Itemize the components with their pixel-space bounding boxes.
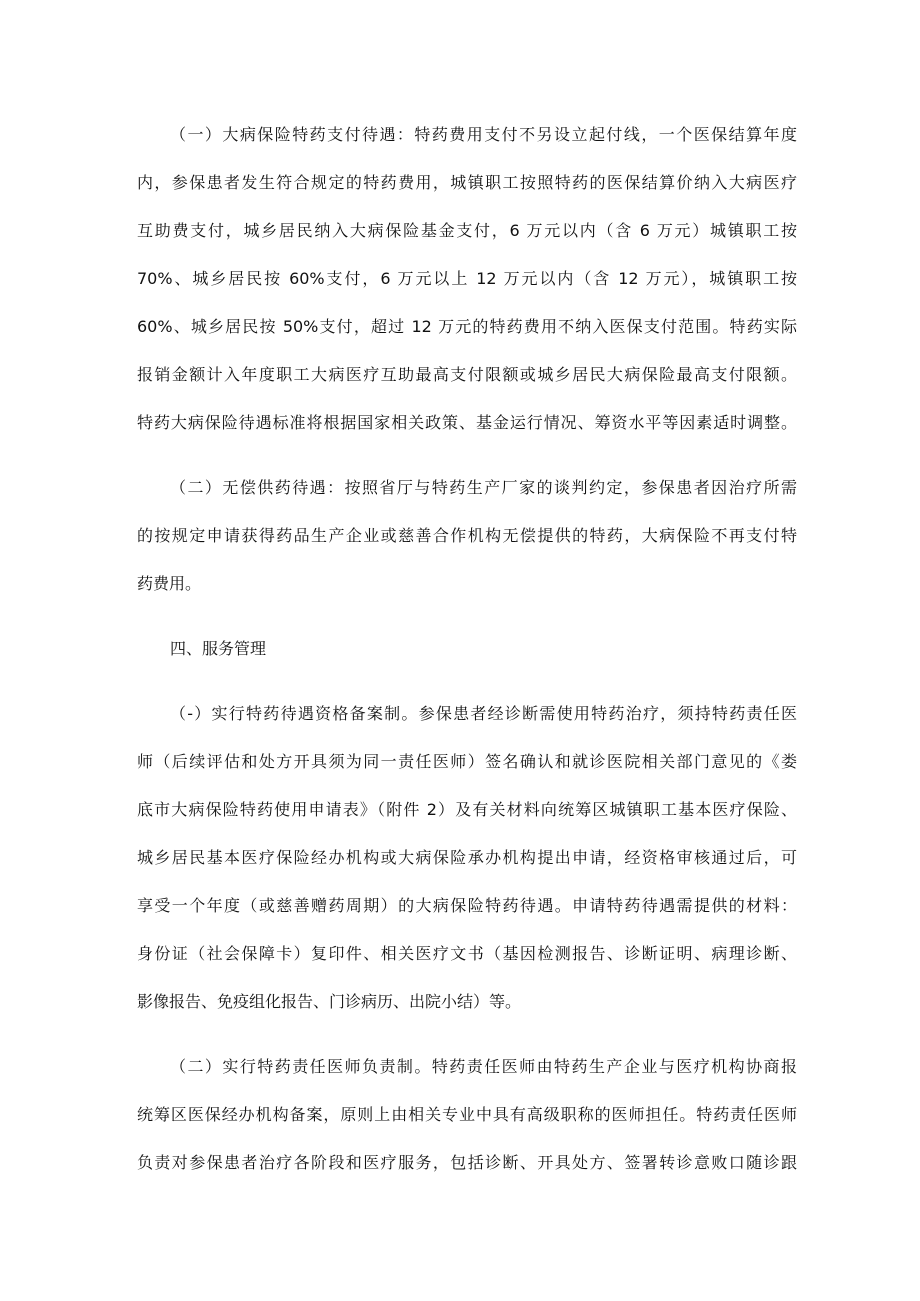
paragraph-2-line-1: （二）无偿供药待遇：按照省厅与特药生产厂家的谈判约定，参保患者因治疗所需 — [170, 478, 797, 497]
paragraph-1-line-7: 特药大病保险待遇标准将根据国家相关政策、基金运行情况、筹资水平等因素适时调整。 — [137, 413, 797, 432]
paragraph-2-line-3: 药费用。 — [137, 574, 202, 593]
paragraph-1-line-3: 互助费支付，城乡居民纳入大病保险基金支付，6 万元以内（含 6 万元）城镇职工按 — [137, 221, 797, 240]
paragraph-1-line-6: 报销金额计入年度职工大病医疗互助最高支付限额或城乡居民大病保险最高支付限额。 — [137, 365, 797, 384]
paragraph-1-line-4: 70%、城乡居民按 60%支付，6 万元以上 12 万元以内（含 12 万元），城镇职工按 — [137, 269, 797, 288]
paragraph-4-line-1: （二）实行特药责任医师负责制。特药责任医师由特药生产企业与医疗机构协商报 — [170, 1057, 797, 1076]
paragraph-1-line-5: 60%、城乡居民按 50%支付，超过 12 万元的特药费用不纳入医保支付范围。特药实际 — [137, 317, 797, 336]
paragraph-2-line-2: 的按规定申请获得药品生产企业或慈善合作机构无偿提供的特药，大病保险不再支付特 — [137, 526, 797, 545]
paragraph-1-line-2: 内，参保患者发生符合规定的特药费用，城镇职工按照特药的医保结算价纳入大病医疗 — [137, 173, 797, 192]
section-heading: 四、服务管理 — [170, 639, 267, 658]
paragraph-3-line-3: 底市大病保险特药使用申请表》（附件 2）及有关材料向统筹区城镇职工基本医疗保险、 — [137, 800, 797, 819]
paragraph-3-line-1: （-）实行特药待遇资格备案制。参保患者经诊断需使用特药治疗，须持特药责任医 — [170, 704, 797, 723]
paragraph-4-line-2: 统筹区医保经办机构备案，原则上由相关专业中具有高级职称的医师担任。特药责任医师 — [137, 1105, 797, 1124]
paragraph-1-line-1: （一）大病保险特药支付待遇：特药费用支付不另设立起付线，一个医保结算年度 — [170, 125, 797, 144]
paragraph-4-line-3: 负责对参保患者治疗各阶段和医疗服务，包括诊断、开具处方、签署转诊意败口随诊跟 — [137, 1153, 797, 1172]
paragraph-3-line-4: 城乡居民基本医疗保险经办机构或大病保险承办机构提出申请，经资格审核通过后，可 — [137, 848, 797, 867]
paragraph-3-line-5: 享受一个年度（或慈善赠药周期）的大病保险特药待遇。申请特药待遇需提供的材料： — [137, 896, 797, 915]
paragraph-3-line-7: 影像报告、免疫组化报告、门诊病历、出院小结）等。 — [137, 992, 522, 1011]
paragraph-3-line-2: 师（后续评估和处方开具须为同一责任医师）签名确认和就诊医院相关部门意见的《娄 — [137, 752, 797, 771]
paragraph-3-line-6: 身份证（社会保障卡）复印件、相关医疗文书（基因检测报告、诊断证明、病理诊断、 — [137, 944, 797, 963]
